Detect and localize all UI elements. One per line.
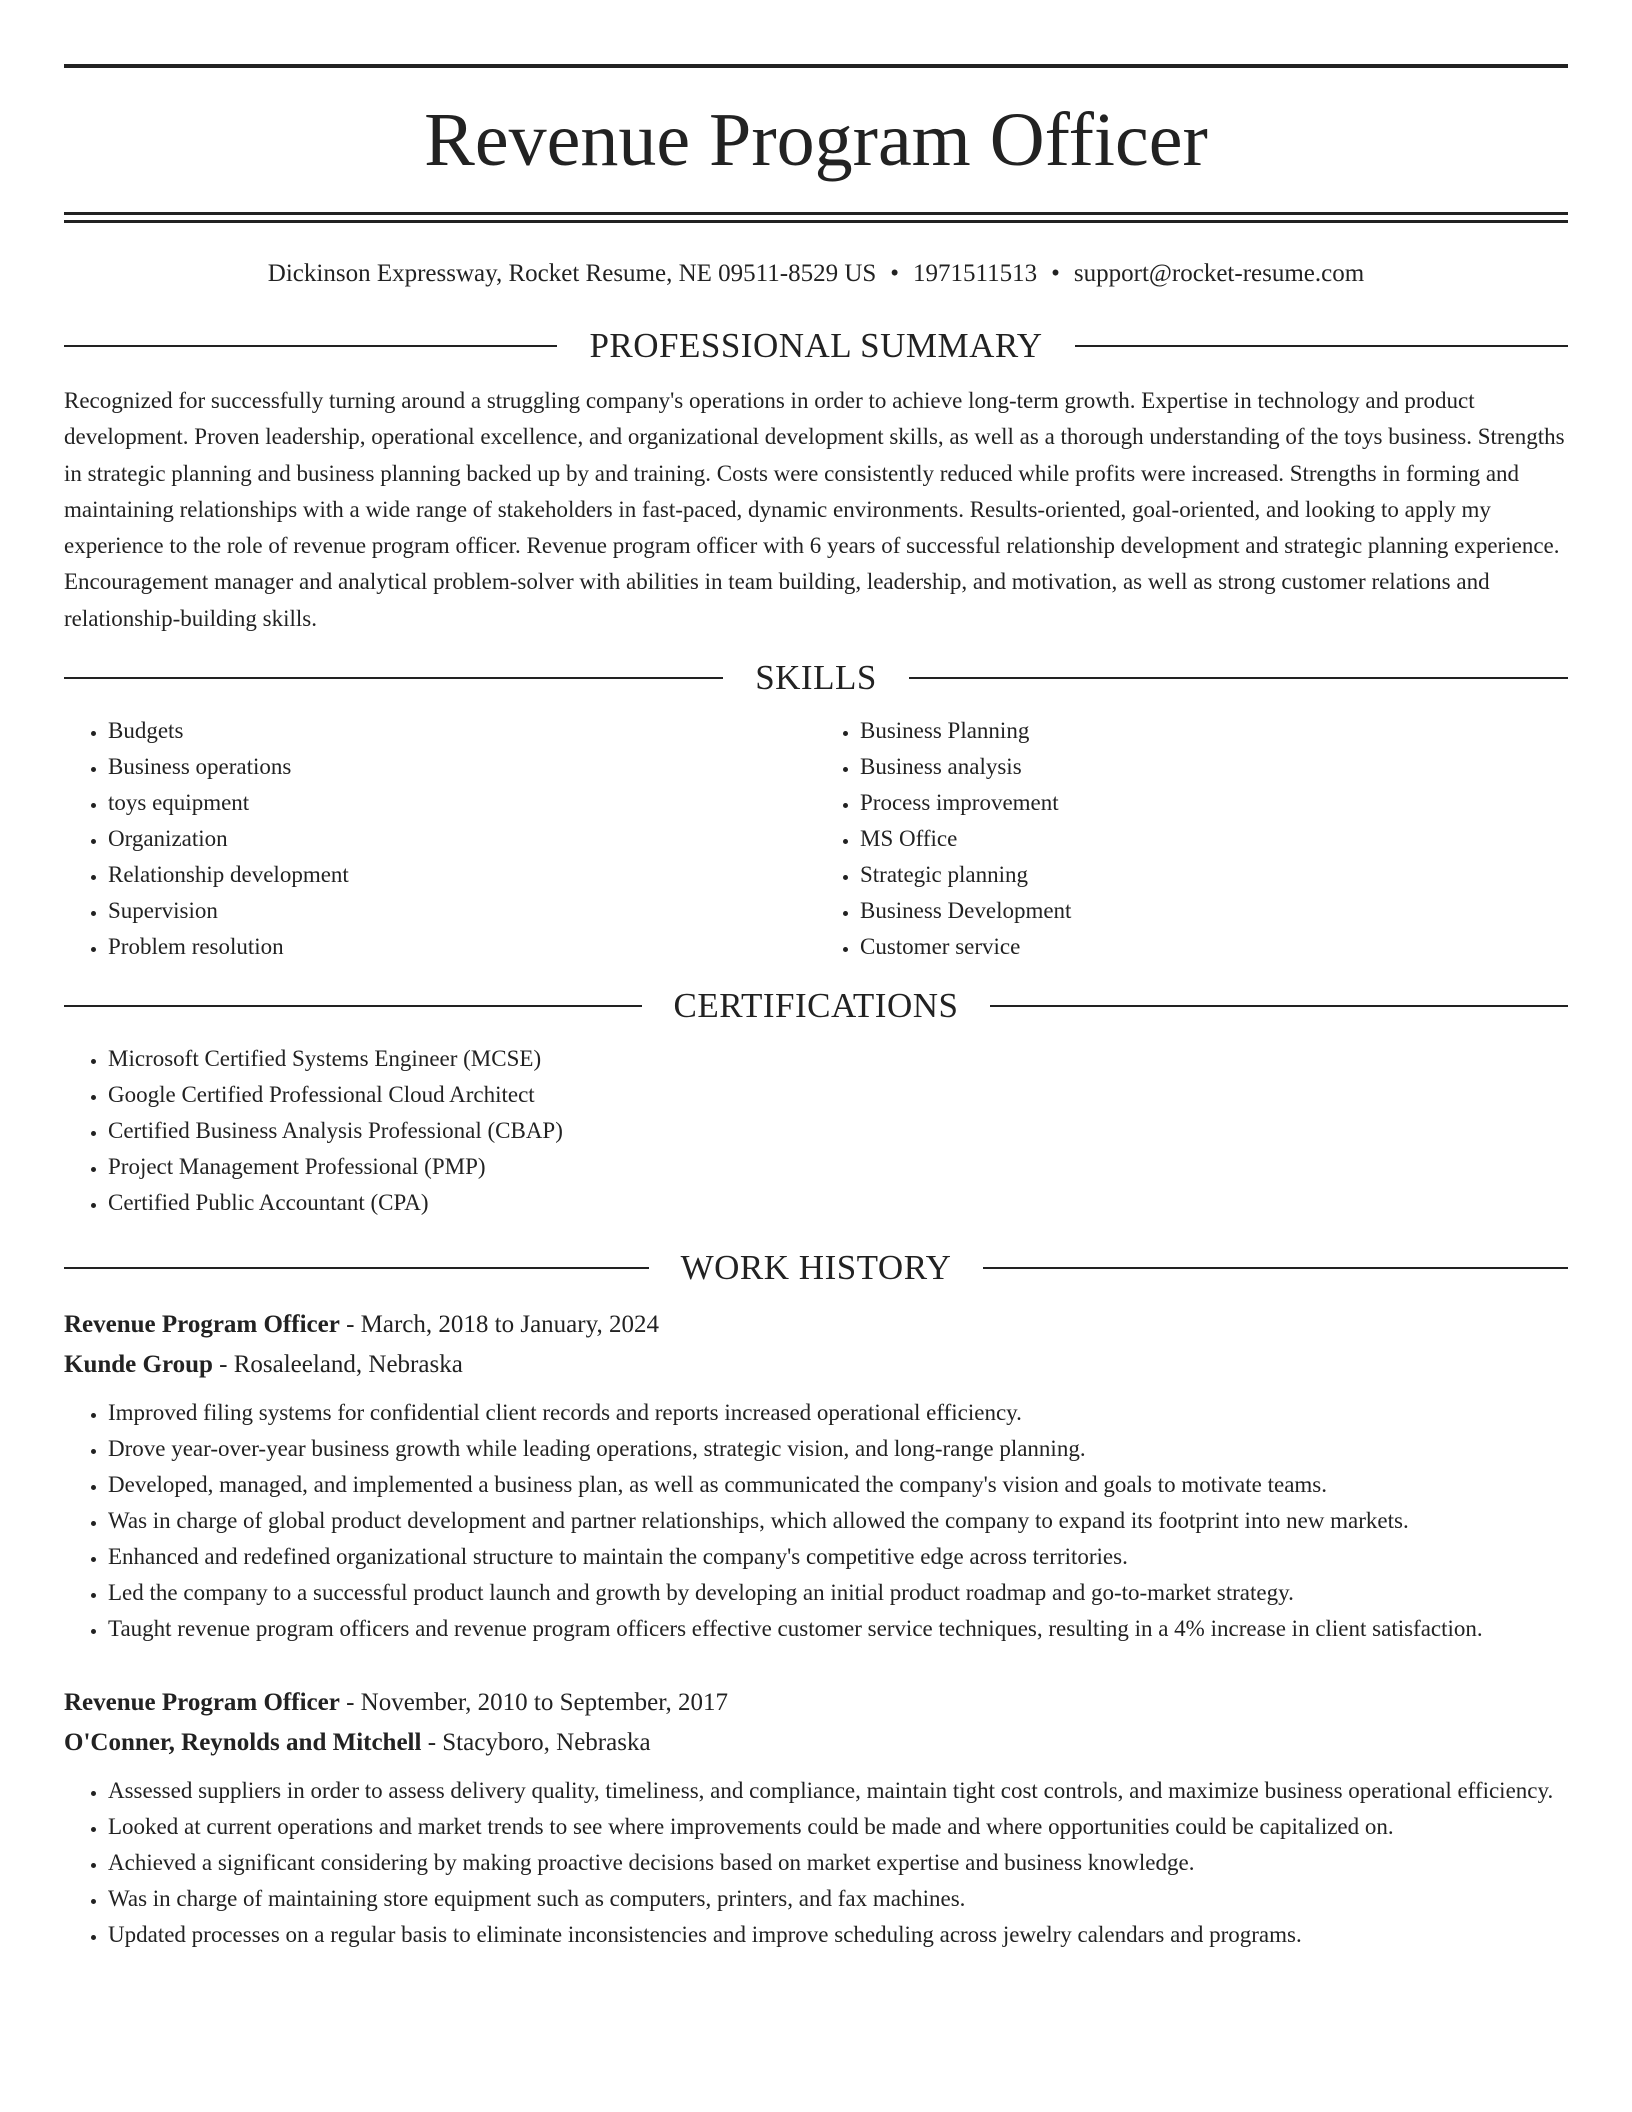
- contact-line: [64, 257, 1568, 291]
- job-dates: - November, 2010 to September, 2017: [339, 1689, 729, 1717]
- job-bullet: • Was in charge of global product development and partner relationships, which allowed the company to expand its footprint into new markets.: [108, 1503, 1568, 1539]
- job-bullet: • Taught revenue program officers and revenue program officers effective customer service techniques, resulting in a 4% increase in client satisfaction.: [108, 1611, 1568, 1647]
- section-rule: [64, 677, 723, 679]
- certifications-section-header: [64, 983, 1568, 1029]
- certification-item: • Microsoft Certified Systems Engineer (MCSE): [108, 1041, 1568, 1077]
- skills-heading: SKILLS: [755, 658, 877, 698]
- job-location: - Rosaleeland, Nebraska: [212, 1351, 463, 1379]
- certification-item: • Certified Public Accountant (CPA): [108, 1185, 1568, 1221]
- job-entry: [64, 1305, 1568, 1647]
- skill-item: • Problem resolution: [108, 929, 816, 965]
- job-bullets: [64, 1773, 1568, 1953]
- job-company: O'Conner, Reynolds and Mitchell: [64, 1729, 422, 1757]
- work-section-header: [64, 1245, 1568, 1291]
- summary-section-header: [64, 323, 1568, 369]
- job-company: Kunde Group: [64, 1351, 213, 1379]
- skills-columns: [64, 713, 1568, 965]
- certification-item: • Project Management Professional (PMP): [108, 1149, 1568, 1185]
- job-company-line: [64, 1723, 1568, 1763]
- job-title-line: [64, 1683, 1568, 1723]
- skill-item: • Strategic planning: [860, 857, 1568, 893]
- skill-item: • MS Office: [860, 821, 1568, 857]
- job-bullet: • Developed, managed, and implemented a business plan, as well as communicated the company's vision and goals to motivate teams.: [108, 1467, 1568, 1503]
- job-bullets: [64, 1395, 1568, 1647]
- job-title: Revenue Program Officer: [64, 1311, 340, 1339]
- section-rule: [64, 1005, 642, 1007]
- job-title: Revenue Program Officer: [64, 1689, 340, 1717]
- job-bullet: • Led the company to a successful product launch and growth by developing an initial product roadmap and go-to-market strategy.: [108, 1575, 1568, 1611]
- skill-item: • Business analysis: [860, 749, 1568, 785]
- job-bullet: • Improved filing systems for confidential client records and reports increased operational efficiency.: [108, 1395, 1568, 1431]
- skill-item: • toys equipment: [108, 785, 816, 821]
- skill-item: • Business Planning: [860, 713, 1568, 749]
- skill-item: • Business Development: [860, 893, 1568, 929]
- job-title-line: [64, 1305, 1568, 1345]
- skill-item: • Relationship development: [108, 857, 816, 893]
- resume-page: [64, 64, 1568, 1953]
- certification-item: • Google Certified Professional Cloud Architect: [108, 1077, 1568, 1113]
- resume-title: Revenue Program Officer: [424, 98, 1208, 182]
- job-bullet: • Looked at current operations and market trends to see where improvements could be made and where opportunities could be capitalized on.: [108, 1809, 1568, 1845]
- summary-text: Recognized for successfully turning around a struggling company's operations in order to achieve long-term growth. Expertise in technology and product development. Proven leadership, operational excellence, and organizational development skills, as well as a thorough understanding of the toys business. Strengths in strategic planning and business planning backed up by and training. Costs were consistently reduced while profits were increased. Strengths in forming and maintaining relationships with a wide range of stakeholders in fast-paced, dynamic environments. Results-oriented, goal-oriented, and looking to apply my experience to the role of revenue program officer. Revenue program officer with 6 years of successful relationship development and strategic planning experience. Encouragement manager and analytical problem-solver with abilities in team building, leadership, and motivation, as well as strong customer relations and relationship-building skills.: [64, 388, 1565, 631]
- section-rule: [64, 345, 557, 347]
- title-double-rule: [64, 212, 1568, 223]
- certifications-list: [64, 1041, 1568, 1221]
- job-dates: - March, 2018 to January, 2024: [339, 1311, 659, 1339]
- work-heading: WORK HISTORY: [680, 1248, 952, 1288]
- skill-item: • Supervision: [108, 893, 816, 929]
- section-rule: [983, 1267, 1568, 1269]
- separator-dot: •: [1051, 260, 1060, 287]
- section-rule: [909, 677, 1568, 679]
- job-bullet: • Assessed suppliers in order to assess delivery quality, timeliness, and compliance, maintain tight cost controls, and maximize business operational efficiency.: [108, 1773, 1568, 1809]
- job-entry: [64, 1683, 1568, 1953]
- skill-item: • Business operations: [108, 749, 816, 785]
- certifications-heading: CERTIFICATIONS: [673, 986, 959, 1026]
- skills-list-right: [816, 713, 1568, 965]
- skills-list-left: [64, 713, 816, 965]
- section-rule: [990, 1005, 1568, 1007]
- job-company-line: [64, 1345, 1568, 1385]
- skill-item: • Organization: [108, 821, 816, 857]
- job-bullet: • Updated processes on a regular basis to eliminate inconsistencies and improve scheduling across jewelry calendars and programs.: [108, 1917, 1568, 1953]
- skill-item: • Budgets: [108, 713, 816, 749]
- section-rule: [64, 1267, 649, 1269]
- address: Dickinson Expressway, Rocket Resume, NE 09511-8529 US: [267, 260, 877, 287]
- phone: 1971511513: [913, 260, 1038, 287]
- job-bullet: • Enhanced and redefined organizational structure to maintain the company's competitive edge across territories.: [108, 1539, 1568, 1575]
- separator-dot: •: [890, 260, 900, 287]
- summary-heading: PROFESSIONAL SUMMARY: [589, 326, 1043, 365]
- certification-item: • Certified Business Analysis Professional (CBAP): [108, 1113, 1568, 1149]
- skills-section-header: [64, 655, 1568, 701]
- job-bullet: • Achieved a significant considering by making proactive decisions based on market expertise and business knowledge.: [108, 1845, 1568, 1881]
- job-location: - Stacyboro, Nebraska: [421, 1729, 651, 1757]
- skill-item: • Customer service: [860, 929, 1568, 965]
- top-rule: [64, 64, 1568, 68]
- email-link[interactable]: support@rocket-resume.com: [1073, 260, 1365, 287]
- job-bullet: • Drove year-over-year business growth while leading operations, strategic vision, and long-range planning.: [108, 1431, 1568, 1467]
- skill-item: • Process improvement: [860, 785, 1568, 821]
- job-bullet: • Was in charge of maintaining store equipment such as computers, printers, and fax machines.: [108, 1881, 1568, 1917]
- section-rule: [1075, 345, 1568, 347]
